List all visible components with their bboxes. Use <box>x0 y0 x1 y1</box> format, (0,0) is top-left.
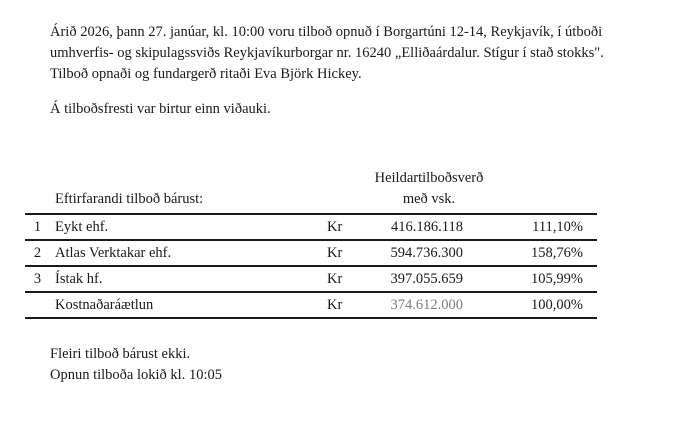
bidder-name: Ístak hf. <box>55 270 103 287</box>
price-column-header <box>355 168 503 210</box>
bid-percent: 105,99% <box>531 270 583 287</box>
currency-label: Kr <box>327 218 343 235</box>
bidder-name: Eykt ehf. <box>55 218 109 235</box>
addendum-note: Á tilboðsfresti var birtur einn viðauki. <box>50 101 271 117</box>
price-header-line-1: Heildartilboðsverð <box>374 170 484 186</box>
currency-label: Kr <box>327 244 343 261</box>
bid-number: 1 <box>33 218 42 235</box>
table-row <box>25 241 597 267</box>
price-header-line-2: með vsk. <box>402 191 456 207</box>
bid-amount: 397.055.659 <box>390 270 463 287</box>
bid-percent: 111,10% <box>532 218 583 235</box>
table-row <box>25 267 597 293</box>
bid-percent: 100,00% <box>531 296 583 313</box>
intro-line-3: Tilboð opnaði og fundargerð ritaði Eva Björk Hickey. <box>50 66 362 82</box>
bid-amount: 594.736.300 <box>390 244 463 261</box>
bid-amount: 416.186.118 <box>391 218 463 235</box>
bid-percent: 158,76% <box>531 244 583 261</box>
table-row <box>25 215 597 241</box>
intro-line-1: Árið 2026, þann 27. janúar, kl. 10:00 voru tilboð opnuð í Borgartúni 12-14, Reykjavík, í útboði <box>50 24 603 40</box>
table-header-left: Eftirfarandi tilboð bárust: <box>55 191 204 207</box>
closing-line-2: Opnun tilboða lokið kl. 10:05 <box>50 367 222 383</box>
currency-label: Kr <box>327 270 343 287</box>
bidder-name: Atlas Verktakar ehf. <box>55 244 172 261</box>
bid-number: 2 <box>33 244 42 261</box>
table-row-cost-estimate <box>25 293 597 319</box>
cost-estimate-label: Kostnaðaráætlun <box>55 296 154 313</box>
intro-line-2: umhverfis- og skipulagssviðs Reykjavíkurborgar nr. 16240 „Elliðaárdalur. Stígur í stað stokks". <box>50 45 604 61</box>
bid-number: 3 <box>33 270 42 287</box>
bid-table <box>25 163 597 319</box>
currency-label: Kr <box>327 296 343 313</box>
table-header-row <box>25 163 597 215</box>
intro-paragraph <box>50 22 604 85</box>
cost-estimate-amount: 374.612.000 <box>390 296 463 313</box>
closing-line-1: Fleiri tilboð bárust ekki. <box>50 346 191 362</box>
closing-notes <box>50 344 222 386</box>
